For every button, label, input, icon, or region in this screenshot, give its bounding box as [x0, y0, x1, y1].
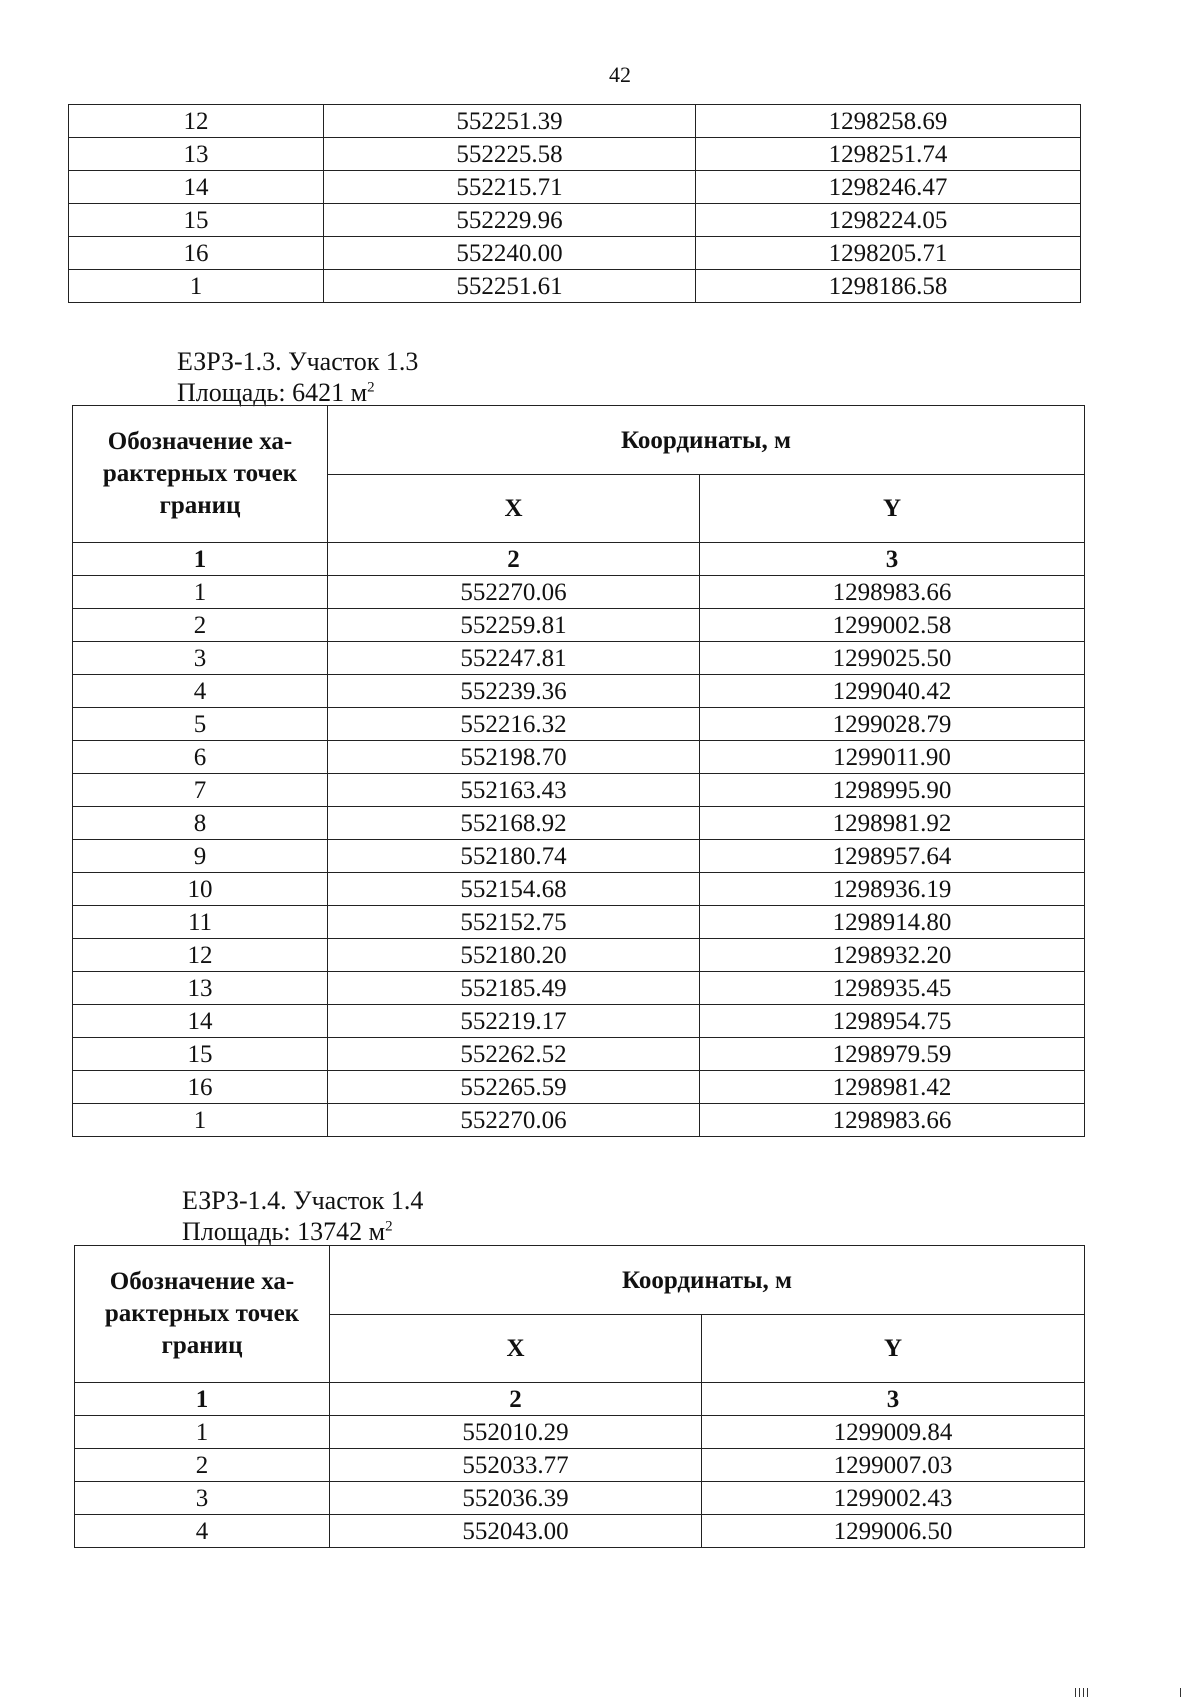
point-number-cell: 15: [73, 1038, 328, 1071]
y-coordinate-cell: 1298246.47: [696, 171, 1081, 204]
x-coordinate-cell: 552036.39: [330, 1482, 702, 1515]
y-coordinate-cell: 1299006.50: [702, 1515, 1085, 1548]
table-body: [73, 576, 1085, 1137]
point-number-cell: 2: [73, 609, 328, 642]
coordinates-table-1-4: [74, 1245, 1085, 1548]
section-caption-1-4: [182, 1185, 423, 1247]
point-number-cell: 15: [69, 204, 324, 237]
coordinates-table-continuation: [68, 104, 1081, 303]
table-row: [73, 906, 1085, 939]
table-row: [73, 609, 1085, 642]
scan-mark: [1083, 1688, 1084, 1697]
x-coordinate-cell: 552247.81: [328, 642, 700, 675]
section-caption-1-3: [177, 346, 418, 408]
y-coordinate-cell: 1298979.59: [700, 1038, 1085, 1071]
section-title: ЕЗРЗ-1.4. Участок 1.4: [182, 1186, 424, 1215]
table-body: [75, 1416, 1085, 1548]
y-coordinate-cell: 1299002.58: [700, 609, 1085, 642]
point-number-cell: 5: [73, 708, 328, 741]
table-row: [73, 642, 1085, 675]
area-label: [177, 377, 418, 408]
table-row: [69, 105, 1081, 138]
table-row: [73, 1071, 1085, 1104]
point-number-cell: 16: [69, 237, 324, 270]
scan-mark: [1075, 1688, 1076, 1697]
point-number-cell: 1: [73, 1104, 328, 1137]
x-coordinate-cell: 552215.71: [324, 171, 696, 204]
point-designation-header: Обозначение ха-рактерных точек границ: [75, 1246, 330, 1383]
x-coordinate-cell: 552270.06: [328, 1104, 700, 1137]
y-coordinate-cell: 1299028.79: [700, 708, 1085, 741]
table-row: [73, 675, 1085, 708]
scan-mark: [1180, 1688, 1181, 1697]
area-text: Площадь: 13742 м: [182, 1217, 386, 1246]
table-row: [73, 1038, 1085, 1071]
x-coordinate-cell: 552270.06: [328, 576, 700, 609]
point-number-cell: 14: [73, 1005, 328, 1038]
column-number: 1: [75, 1383, 330, 1416]
y-header: Y: [700, 475, 1085, 543]
table-row: [73, 873, 1085, 906]
x-coordinate-cell: 552225.58: [324, 138, 696, 171]
y-coordinate-cell: 1298205.71: [696, 237, 1081, 270]
table-row: [73, 840, 1085, 873]
x-coordinate-cell: 552010.29: [330, 1416, 702, 1449]
x-coordinate-cell: 552262.52: [328, 1038, 700, 1071]
point-number-cell: 1: [73, 576, 328, 609]
y-coordinate-cell: 1298954.75: [700, 1005, 1085, 1038]
x-coordinate-cell: 552154.68: [328, 873, 700, 906]
x-coordinate-cell: 552239.36: [328, 675, 700, 708]
y-coordinate-cell: 1298186.58: [696, 270, 1081, 303]
y-coordinate-cell: 1298932.20: [700, 939, 1085, 972]
coordinates-table-1-3: [72, 405, 1085, 1137]
x-coordinate-cell: 552185.49: [328, 972, 700, 1005]
y-coordinate-cell: 1299009.84: [702, 1416, 1085, 1449]
table-row: [69, 270, 1081, 303]
table-row: [73, 741, 1085, 774]
section-title: ЕЗРЗ-1.3. Участок 1.3: [177, 347, 419, 376]
x-coordinate-cell: 552198.70: [328, 741, 700, 774]
scan-mark: [1079, 1688, 1080, 1697]
table-row: [69, 171, 1081, 204]
x-coordinate-cell: 552168.92: [328, 807, 700, 840]
table-row: [73, 1005, 1085, 1038]
x-coordinate-cell: 552251.39: [324, 105, 696, 138]
x-coordinate-cell: 552163.43: [328, 774, 700, 807]
x-coordinate-cell: 552240.00: [324, 237, 696, 270]
y-coordinate-cell: 1299040.42: [700, 675, 1085, 708]
point-number-cell: 6: [73, 741, 328, 774]
y-coordinate-cell: 1298251.74: [696, 138, 1081, 171]
x-header: X: [330, 1315, 702, 1383]
point-number-cell: 12: [73, 939, 328, 972]
x-coordinate-cell: 552251.61: [324, 270, 696, 303]
y-coordinate-cell: 1299002.43: [702, 1482, 1085, 1515]
table-row: [73, 1104, 1085, 1137]
point-number-cell: 3: [75, 1482, 330, 1515]
x-coordinate-cell: 552180.20: [328, 939, 700, 972]
point-number-cell: 3: [73, 642, 328, 675]
x-coordinate-cell: 552152.75: [328, 906, 700, 939]
x-coordinate-cell: 552259.81: [328, 609, 700, 642]
point-number-cell: 4: [73, 675, 328, 708]
y-coordinate-cell: 1298957.64: [700, 840, 1085, 873]
point-number-cell: 13: [69, 138, 324, 171]
table-row: [75, 1515, 1085, 1548]
y-coordinate-cell: 1298258.69: [696, 105, 1081, 138]
x-coordinate-cell: 552219.17: [328, 1005, 700, 1038]
table-row: [75, 1482, 1085, 1515]
x-coordinate-cell: 552216.32: [328, 708, 700, 741]
table-row: [73, 972, 1085, 1005]
column-number: 2: [328, 543, 700, 576]
point-number-cell: 12: [69, 105, 324, 138]
point-number-cell: 1: [69, 270, 324, 303]
y-coordinate-cell: 1298983.66: [700, 1104, 1085, 1137]
table-row: [75, 1416, 1085, 1449]
point-number-cell: 7: [73, 774, 328, 807]
point-number-cell: 14: [69, 171, 324, 204]
area-superscript: 2: [367, 379, 375, 396]
x-header: X: [328, 475, 700, 543]
page-number: 42: [609, 62, 631, 87]
column-number: 1: [73, 543, 328, 576]
point-number-cell: 13: [73, 972, 328, 1005]
table-row: [73, 939, 1085, 972]
point-number-cell: 10: [73, 873, 328, 906]
area-superscript: 2: [385, 1218, 393, 1235]
table-row: [69, 138, 1081, 171]
table-row: [73, 576, 1085, 609]
y-coordinate-cell: 1299025.50: [700, 642, 1085, 675]
area-label: [182, 1216, 423, 1247]
column-number: 3: [700, 543, 1085, 576]
coordinates-header: Координаты, м: [328, 406, 1085, 475]
point-number-cell: 11: [73, 906, 328, 939]
table-row: [73, 807, 1085, 840]
y-coordinate-cell: 1298936.19: [700, 873, 1085, 906]
column-number: 2: [330, 1383, 702, 1416]
x-coordinate-cell: 552265.59: [328, 1071, 700, 1104]
y-coordinate-cell: 1299011.90: [700, 741, 1085, 774]
table-row: [69, 237, 1081, 270]
coordinates-header: Координаты, м: [330, 1246, 1085, 1315]
column-number: 3: [702, 1383, 1085, 1416]
point-number-cell: 9: [73, 840, 328, 873]
table-row: [69, 204, 1081, 237]
y-coordinate-cell: 1298983.66: [700, 576, 1085, 609]
x-coordinate-cell: 552033.77: [330, 1449, 702, 1482]
y-header: Y: [702, 1315, 1085, 1383]
point-number-cell: 1: [75, 1416, 330, 1449]
y-coordinate-cell: 1298981.92: [700, 807, 1085, 840]
table-body: [69, 105, 1081, 303]
point-number-cell: 8: [73, 807, 328, 840]
y-coordinate-cell: 1298224.05: [696, 204, 1081, 237]
x-coordinate-cell: 552043.00: [330, 1515, 702, 1548]
y-coordinate-cell: 1298995.90: [700, 774, 1085, 807]
x-coordinate-cell: 552229.96: [324, 204, 696, 237]
point-number-cell: 2: [75, 1449, 330, 1482]
table-row: [73, 774, 1085, 807]
table-row: [73, 708, 1085, 741]
point-number-cell: 4: [75, 1515, 330, 1548]
point-number-cell: 16: [73, 1071, 328, 1104]
y-coordinate-cell: 1298914.80: [700, 906, 1085, 939]
x-coordinate-cell: 552180.74: [328, 840, 700, 873]
y-coordinate-cell: 1298981.42: [700, 1071, 1085, 1104]
area-text: Площадь: 6421 м: [177, 378, 368, 407]
y-coordinate-cell: 1298935.45: [700, 972, 1085, 1005]
scan-mark: [1087, 1688, 1088, 1697]
table-row: [75, 1449, 1085, 1482]
y-coordinate-cell: 1299007.03: [702, 1449, 1085, 1482]
point-designation-header: Обозначение ха-рактерных точек границ: [73, 406, 328, 543]
